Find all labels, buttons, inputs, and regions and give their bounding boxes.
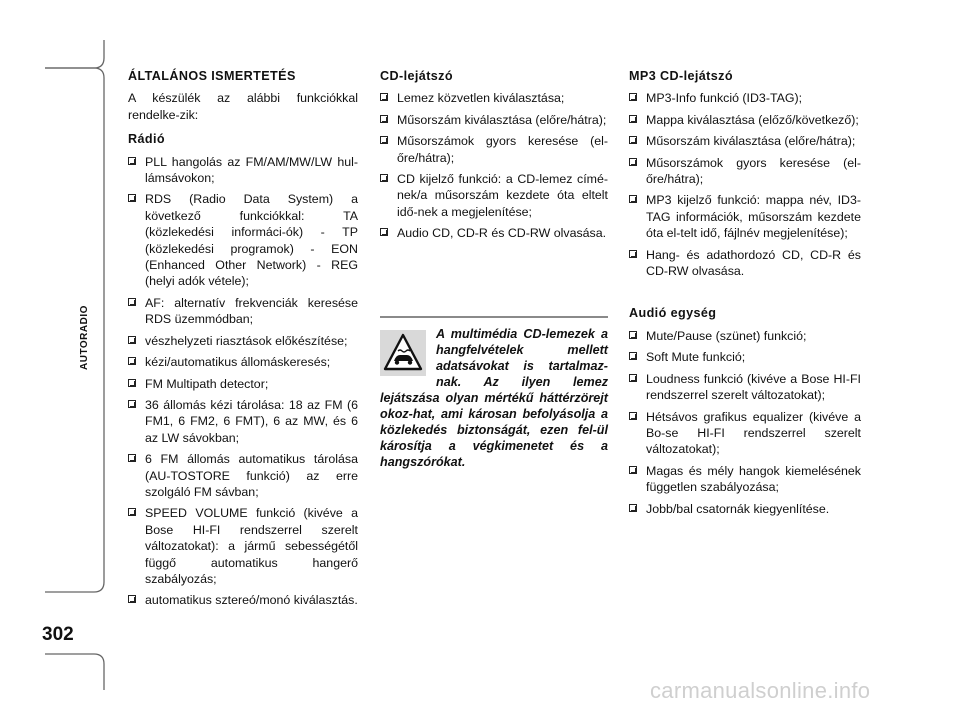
- list-item: Hétsávos grafikus equalizer (kivéve a Bo-se HI-FI rendszerrel szerelt változatokat);: [629, 409, 861, 458]
- list-item: automatikus sztereó/monó kiválasztás.: [128, 592, 358, 608]
- checkbox-bullet-icon: [629, 250, 637, 258]
- checkbox-bullet-icon: [128, 595, 136, 603]
- checkbox-bullet-icon: [128, 400, 136, 408]
- warning-box: [380, 316, 608, 470]
- list-item: Loudness funkció (kivéve a Bose HI-FI rendszerrel szerelt változatokat);: [629, 371, 861, 404]
- list-item: Jobb/bal csatornák kiegyenlítése.: [629, 501, 861, 517]
- checkbox-bullet-icon: [380, 228, 388, 236]
- checkbox-bullet-icon: [128, 157, 136, 165]
- list-item: Műsorszámok gyors keresése (el-őre/hátra);: [380, 133, 608, 166]
- list-item: PLL hangolás az FM/AM/MW/LW hul-lámsávokon;: [128, 154, 358, 187]
- list-item: Műsorszám kiválasztása (előre/hátra);: [380, 112, 608, 128]
- checkbox-bullet-icon: [380, 136, 388, 144]
- warning-divider: [380, 316, 608, 318]
- checkbox-bullet-icon: [629, 352, 637, 360]
- checkbox-bullet-icon: [629, 136, 637, 144]
- list-item: Lemez közvetlen kiválasztása;: [380, 90, 608, 106]
- checkbox-bullet-icon: [629, 331, 637, 339]
- checkbox-bullet-icon: [128, 454, 136, 462]
- checkbox-bullet-icon: [629, 115, 637, 123]
- list-item: MP3 kijelző funkció: mappa név, ID3-TAG információk, műsorszám kezdete óta el-telt idő, fájlnév megjelenítése);: [629, 192, 861, 241]
- mp3-feature-list: [629, 90, 861, 279]
- checkbox-bullet-icon: [128, 336, 136, 344]
- intro-text: A készülék az alábbi funkciókkal rendelke-zik:: [128, 91, 358, 122]
- column-cd-player: [380, 68, 608, 247]
- list-item: kézi/automatikus állomáskeresés;: [128, 354, 358, 370]
- list-item: 6 FM állomás automatikus tárolása (AU-TOSTORE funkció) az erre szolgáló FM sávban;: [128, 451, 358, 500]
- checkbox-bullet-icon: [629, 412, 637, 420]
- list-item: Mappa kiválasztása (előző/következő);: [629, 112, 861, 128]
- radio-feature-list: [128, 154, 358, 609]
- list-item: Műsorszám kiválasztása (előre/hátra);: [629, 133, 861, 149]
- page-number: 302: [42, 624, 74, 645]
- list-item: AF: alternatív frekvenciák keresése RDS üzemmódban;: [128, 295, 358, 328]
- warning-text: A multimédia CD-lemezek a hangfelvételek mellett adatsávokat is tartalmaz-nak. Az ilyen lemez lejátszása olyan mértékű háttérzörejt okoz-hat, ami károsan befolyásolja a közlekedés biztonságát, ezen fel-ül károsítja a végkimenetet és a hangszórókat.: [380, 327, 608, 469]
- checkbox-bullet-icon: [380, 93, 388, 101]
- list-item: MP3-Info funkció (ID3-TAG);: [629, 90, 861, 106]
- list-item: 36 állomás kézi tárolása: 18 az FM (6 FM1, 6 FM2, 6 FMT), 6 az MW, és 6 az LW sávokban;: [128, 397, 358, 446]
- list-item: FM Multipath detector;: [128, 376, 358, 392]
- list-item: SPEED VOLUME funkció (kivéve a Bose HI-FI rendszerrel szerelt változatokat): a jármű sebességétől függő automatikus hangerő szabályozás;: [128, 505, 358, 587]
- list-item: Magas és mély hangok kiemelésének független szabályozása;: [629, 463, 861, 496]
- audio-feature-list: [629, 328, 861, 517]
- checkbox-bullet-icon: [128, 508, 136, 516]
- column-mp3-player: [629, 68, 861, 522]
- list-item: CD kijelző funkció: a CD-lemez címé-nek/a műsorszám kezdete óta eltelt idő-nek a megjelenítése;: [380, 171, 608, 220]
- checkbox-bullet-icon: [128, 357, 136, 365]
- column-general: [128, 68, 358, 614]
- checkbox-bullet-icon: [629, 466, 637, 474]
- warning-triangle-icon: [380, 330, 426, 376]
- cd-feature-list: [380, 90, 608, 241]
- list-item: Soft Mute funkció;: [629, 349, 861, 365]
- list-item: vészhelyzeti riasztások előkészítése;: [128, 333, 358, 349]
- heading-general: ÁLTALÁNOS ISMERTETÉS: [128, 69, 296, 83]
- list-item: Audio CD, CD-R és CD-RW olvasása.: [380, 225, 608, 241]
- heading-cd-player: CD-lejátszó: [380, 69, 453, 83]
- checkbox-bullet-icon: [629, 504, 637, 512]
- checkbox-bullet-icon: [380, 174, 388, 182]
- list-item: Hang- és adathordozó CD, CD-R és CD-RW olvasása.: [629, 247, 861, 280]
- heading-radio: Rádió: [128, 132, 165, 147]
- heading-audio-unit: Audió egység: [629, 306, 717, 321]
- checkbox-bullet-icon: [629, 93, 637, 101]
- list-item: Mute/Pause (szünet) funkció;: [629, 328, 861, 344]
- heading-mp3-player: MP3 CD-lejátszó: [629, 69, 733, 83]
- list-item: RDS (Radio Data System) a következő funkciókkal: TA (közlekedési informáci-ók) - TP (közlekedési programok) - EON (Enhanced Other Network) - REG (helyi adók vétele);: [128, 191, 358, 289]
- checkbox-bullet-icon: [128, 298, 136, 306]
- checkbox-bullet-icon: [629, 158, 637, 166]
- checkbox-bullet-icon: [629, 374, 637, 382]
- checkbox-bullet-icon: [128, 194, 136, 202]
- list-item: Műsorszámok gyors keresése (el-őre/hátra);: [629, 155, 861, 188]
- watermark: carmanualsonline.info: [650, 678, 871, 703]
- checkbox-bullet-icon: [380, 115, 388, 123]
- checkbox-bullet-icon: [629, 195, 637, 203]
- checkbox-bullet-icon: [128, 379, 136, 387]
- side-label-text: AUTORADIO: [79, 305, 90, 370]
